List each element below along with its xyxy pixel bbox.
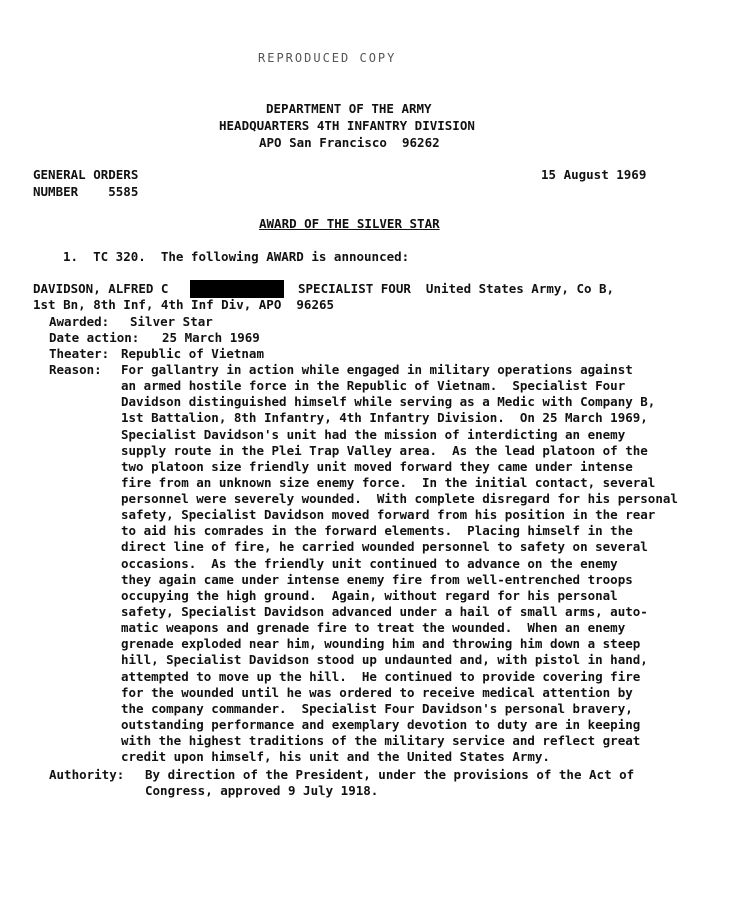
date-action-label: Date action: xyxy=(49,330,140,345)
awarded-value: Silver Star xyxy=(130,314,213,329)
reason-line: attempted to move up the hill. He continued to provide covering fire xyxy=(121,669,641,684)
recipient-rank-unit: SPECIALIST FOUR United States Army, Co B, xyxy=(298,281,615,296)
reason-line: Specialist Davidson's unit had the mission of interdicting an enemy xyxy=(121,427,626,442)
reason-line: For gallantry in action while engaged in military operations against xyxy=(121,362,633,377)
reason-line: matic weapons and grenade fire to treat the wounded. When an enemy xyxy=(121,620,626,635)
reason-label: Reason: xyxy=(49,362,102,377)
reason-line: for the wounded until he was ordered to receive medical attention by xyxy=(121,685,633,700)
header-apo: APO San Francisco 96262 xyxy=(259,135,440,150)
redacted-block xyxy=(190,280,284,298)
reason-line: credit upon himself, his unit and the United States Army. xyxy=(121,749,550,764)
reason-line: to aid his comrades in the forward elements. Placing himself in the xyxy=(121,523,633,538)
reason-line: safety, Specialist Davidson moved forward from his position in the rear xyxy=(121,507,656,522)
reproduced-copy-stamp: REPRODUCED COPY xyxy=(258,51,397,65)
reason-line: supply route in the Plei Trap Valley area. As the lead platoon of the xyxy=(121,443,648,458)
reason-line: with the highest traditions of the military service and reflect great xyxy=(121,733,641,748)
order-date: 15 August 1969 xyxy=(541,167,647,182)
reason-line: hill, Specialist Davidson stood up undaunted and, with pistol in hand, xyxy=(121,652,648,667)
award-title: AWARD OF THE SILVER STAR xyxy=(259,216,440,231)
theater-label: Theater: xyxy=(49,346,110,361)
reason-line: an armed hostile force in the Republic of Vietnam. Specialist Four xyxy=(121,378,626,393)
theater-value: Republic of Vietnam xyxy=(121,346,264,361)
header-department: DEPARTMENT OF THE ARMY xyxy=(266,101,432,116)
header-headquarters: HEADQUARTERS 4TH INFANTRY DIVISION xyxy=(219,118,475,133)
reason-line: Davidson distinguished himself while serving as a Medic with Company B, xyxy=(121,394,656,409)
reason-line: the company commander. Specialist Four Davidson's personal bravery, xyxy=(121,701,633,716)
reason-line: occasions. As the friendly unit continued to advance on the enemy xyxy=(121,556,618,571)
reason-line: safety, Specialist Davidson advanced under a hail of small arms, auto- xyxy=(121,604,648,619)
reason-line: outstanding performance and exemplary devotion to duty are in keeping xyxy=(121,717,641,732)
date-action-value: 25 March 1969 xyxy=(162,330,260,345)
reason-line: grenade exploded near him, wounding him and throwing him down a steep xyxy=(121,636,641,651)
authority-line-2: Congress, approved 9 July 1918. xyxy=(145,783,379,798)
awarded-label: Awarded: xyxy=(49,314,110,329)
recipient-unit-line: 1st Bn, 8th Inf, 4th Inf Div, APO 96265 xyxy=(33,297,335,312)
reason-line: personnel were severely wounded. With complete disregard for his personal xyxy=(121,491,678,506)
reason-line: they again came under intense enemy fire from well-entrenched troops xyxy=(121,572,633,587)
general-orders-label: GENERAL ORDERS xyxy=(33,167,139,182)
reason-line: direct line of fire, he carried wounded personnel to safety on several xyxy=(121,539,648,554)
recipient-name: DAVIDSON, ALFRED C xyxy=(33,281,169,296)
announcement-line: 1. TC 320. The following AWARD is announced: xyxy=(63,249,410,264)
authority-line-1: By direction of the President, under the provisions of the Act of xyxy=(145,767,635,782)
reason-line: fire from an unknown size enemy force. In the initial contact, several xyxy=(121,475,656,490)
reason-line: occupying the high ground. Again, without regard for his personal xyxy=(121,588,618,603)
reason-line: two platoon size friendly unit moved forward they came under intense xyxy=(121,459,633,474)
reason-line: 1st Battalion, 8th Infantry, 4th Infantry Division. On 25 March 1969, xyxy=(121,410,648,425)
order-number: NUMBER 5585 xyxy=(33,184,139,199)
authority-label: Authority: xyxy=(49,767,125,782)
